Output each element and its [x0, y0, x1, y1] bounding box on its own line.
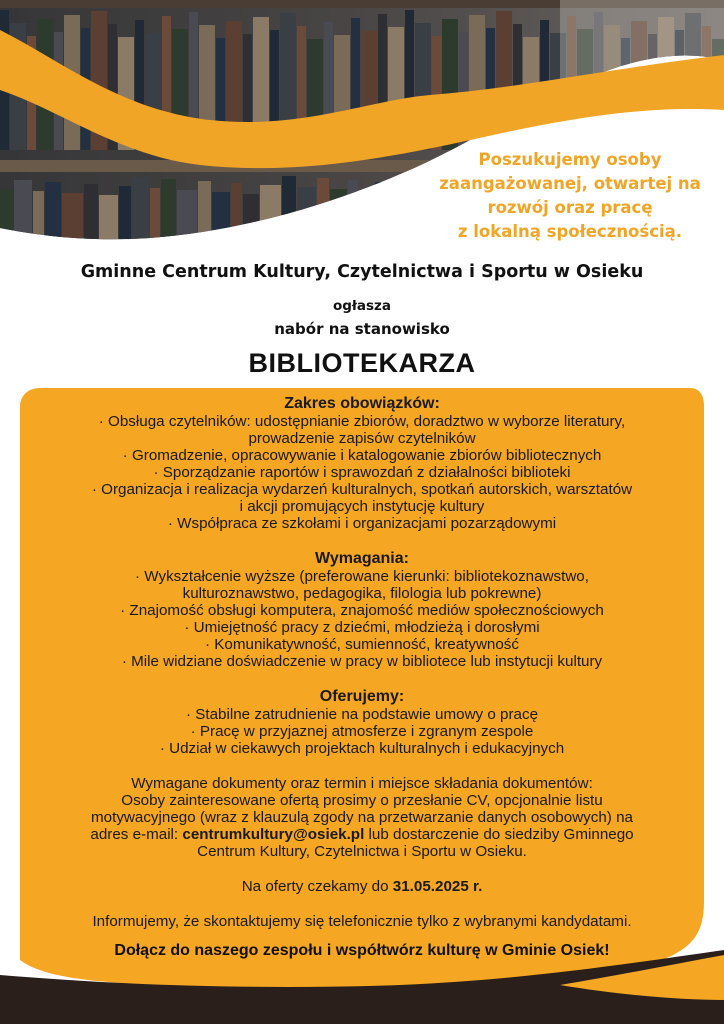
book-spine	[317, 178, 329, 260]
book-spine	[14, 180, 32, 260]
job-details	[20, 395, 704, 959]
recruitment-text: nabór na stanowisko	[274, 320, 450, 338]
requirements-title: Wymagania:	[315, 550, 409, 567]
book-spine	[62, 193, 83, 260]
requirements-line: kulturoznawstwo, pedagogika, filologia lub pokrewne)	[182, 585, 542, 602]
book-spine	[84, 184, 98, 260]
book-spine	[99, 195, 118, 260]
announces-text: ogłasza	[332, 298, 392, 314]
email-prefix: adres e-mail:	[90, 826, 183, 843]
book-spine	[132, 177, 149, 260]
book-spine	[177, 190, 197, 260]
tagline-line: rozwój oraz pracę	[487, 198, 653, 217]
deadline-line	[20, 878, 704, 895]
duties-line: · Sporządzanie raportów i sprawozdań z działalności biblioteki	[153, 464, 571, 481]
book-spine	[359, 191, 374, 260]
email-suffix: lub dostarczenie do siedziby Gminnego	[364, 826, 634, 843]
offer-title: Oferujemy:	[319, 688, 405, 705]
book-spine	[150, 188, 160, 260]
documents-line: motywacyjnego (wraz z klauzulą zgody na przetwarzanie danych osobowych) na	[91, 809, 633, 826]
deadline-date: 31.05.2025 r.	[392, 878, 483, 895]
contact-note: Informujemy, że skontaktujemy się telefonicznie tylko z wybranymi kandydatami.	[92, 913, 632, 930]
book-spine	[33, 191, 44, 260]
duties-line: · Organizacja i realizacja wydarzeń kulturalnych, spotkań autorskich, warsztatów	[91, 481, 633, 498]
documents-line: Centrum Kultury, Czytelnictwa i Sportu w Osieku.	[197, 843, 527, 860]
deadline-prefix: Na oferty czekamy do	[241, 878, 393, 895]
book-spine	[396, 193, 409, 260]
organization-name: Gminne Centrum Kultury, Czytelnictwa i Sportu w Osieku	[80, 262, 644, 282]
tagline-line: z lokalną społecznością.	[457, 222, 683, 241]
tagline-line: Poszukujemy osoby	[478, 150, 662, 169]
documents-line: Osoby zainteresowane ofertą prosimy o przesłanie CV, opcjonalnie listu	[121, 792, 603, 809]
closing-slogan: Dołącz do naszego zespołu i współtwórz kulturę w Gminie Osiek!	[114, 942, 610, 959]
offer-line: · Udział w ciekawych projektach kulturalnych i edukacyjnych	[159, 740, 565, 757]
duties-line: · Obsługa czytelników: udostępnianie zbiorów, doradztwo w wyborze literatury,	[98, 413, 626, 430]
book-spine	[330, 189, 347, 260]
book-spine	[119, 186, 131, 260]
duties-line: · Gromadzenie, opracowywanie i katalogowanie zbiorów bibliotecznych	[122, 447, 602, 464]
position-title: BIBLIOTEKARZA	[248, 348, 476, 378]
book-spine	[375, 182, 395, 260]
documents-email-line	[20, 826, 704, 843]
requirements-line: · Znajomość obsługi komputera, znajomość mediów społecznościowych	[120, 602, 604, 619]
book-spine	[297, 187, 316, 260]
book-spine	[161, 179, 176, 260]
documents-line: Wymagane dokumenty oraz termin i miejsce składania dokumentów:	[131, 775, 593, 792]
offer-line: · Stabilne zatrudnienie na podstawie umowy o pracę	[185, 706, 539, 723]
book-spine	[260, 185, 281, 260]
book-spine	[198, 181, 211, 260]
book-spine	[231, 183, 242, 260]
offer-line: · Pracę w przyjaznej atmosferze i zgranym zespole	[190, 723, 534, 740]
book-spine	[212, 192, 230, 260]
book-spine	[0, 189, 13, 260]
duties-line: · Współpraca ze szkołami i organizacjami pozarządowymi	[167, 515, 557, 532]
tagline	[420, 148, 720, 244]
tagline-line: zaangażowanej, otwartej na	[439, 174, 701, 193]
duties-line: i akcji promujących instytucję kultury	[239, 498, 485, 515]
requirements-line: · Komunikatywność, sumienność, kreatywność	[205, 636, 519, 653]
requirements-line: · Umiejętność pracy z dziećmi, młodzieżą i dorosłymi	[184, 619, 540, 636]
book-spine	[282, 176, 296, 260]
duties-line: prowadzenie zapisów czytelników	[248, 430, 476, 447]
email-link[interactable]: centrumkultury@osiek.pl	[182, 826, 365, 843]
requirements-line: · Mile widziane doświadczenie w pracy w bibliotece lub instytucji kultury	[121, 653, 603, 670]
book-spine	[45, 182, 61, 260]
duties-title: Zakres obowiązków:	[284, 395, 440, 412]
book-spine	[243, 194, 259, 260]
requirements-line: · Wykształcenie wyższe (preferowane kierunki: bibliotekoznawstwo,	[135, 568, 589, 585]
book-spine	[348, 180, 358, 260]
